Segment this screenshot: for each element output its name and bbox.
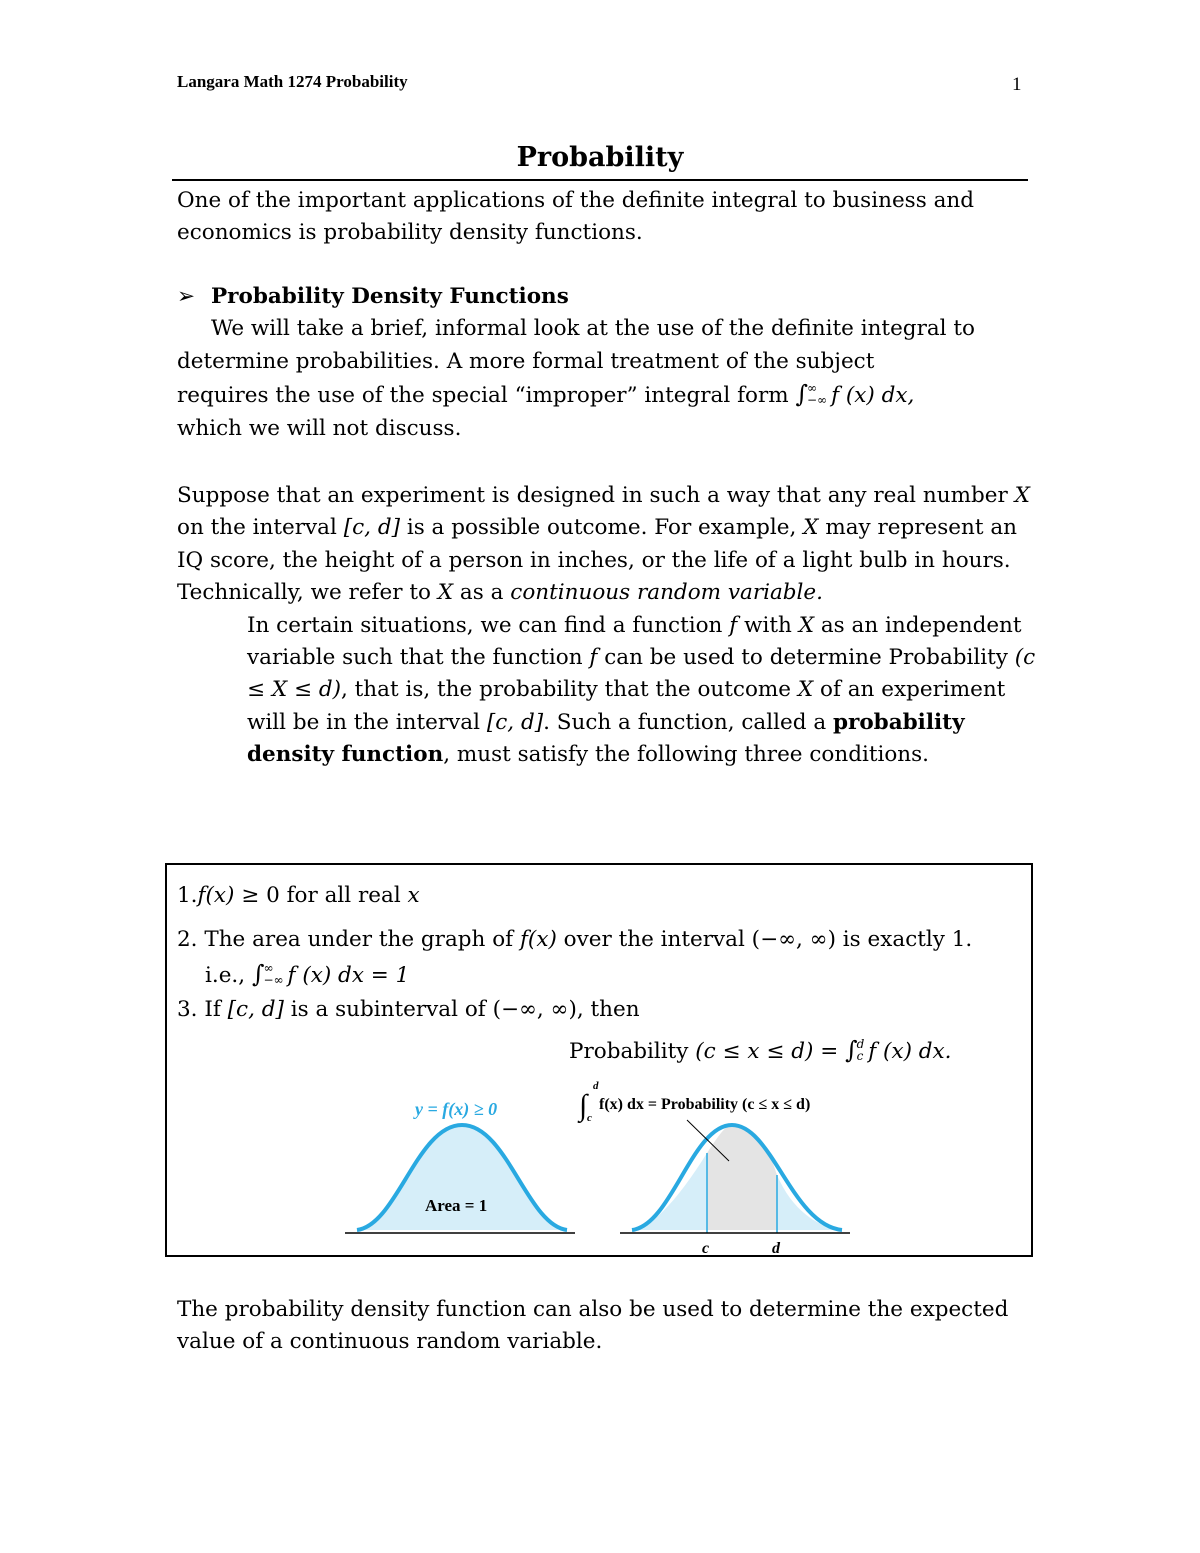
integral-sign-icon: ∫	[795, 380, 808, 409]
def-s3: as an independent variable such that the function	[247, 612, 1022, 671]
var-x: X	[797, 677, 814, 703]
intro-paragraph	[177, 185, 1037, 250]
section-line-3-text: requires the use of the special “improper” integral form	[177, 383, 789, 409]
condition-3-number: 3.	[177, 997, 198, 1022]
pdf-definition-text	[177, 610, 1037, 772]
condition-3-formula	[569, 1035, 952, 1067]
condition-1-text: ≥ 0 for all real	[241, 883, 401, 908]
right-integral-upper: d	[593, 1080, 599, 1092]
upper-limit: ∞	[263, 961, 274, 975]
def-s1: In certain situations, we can find a function	[247, 612, 723, 638]
section-line-3	[177, 378, 1037, 412]
integral-limits	[263, 962, 283, 986]
integral-limits	[857, 1038, 865, 1062]
section-heading-line	[177, 281, 1037, 313]
def-s8: , must satisfy the following three conditions.	[443, 742, 930, 768]
condition-2-text-b: over the interval (−∞, ∞) is exactly 1.	[563, 927, 973, 952]
right-integral-sign-icon: ∫	[579, 1089, 588, 1122]
condition-2-text-a: The area under the graph of	[204, 927, 514, 952]
left-function-label: y = f(x) ≥ 0	[415, 1099, 498, 1119]
intro-text: One of the important applications of the definite integral to business and economics is probability density functions.	[177, 188, 974, 246]
experiment-paragraph	[177, 480, 1037, 772]
condition-3-rhs: f (x) dx.	[868, 1039, 952, 1064]
var-x: X	[437, 580, 454, 606]
exp-s1: Suppose that an experiment is designed in such a way that any real number	[177, 483, 1008, 508]
exp-s2: on the interval	[177, 515, 337, 541]
pdf-term: probability density function	[247, 709, 965, 768]
left-area-label: Area = 1	[425, 1196, 488, 1215]
exp-s5: as a	[459, 580, 504, 606]
condition-1-number: 1.	[177, 883, 198, 908]
section-line-2: determine probabilities. A more formal treatment of the subject	[177, 348, 875, 374]
integral-sign-icon: ∫	[251, 960, 265, 988]
pdf-figure	[167, 1065, 1031, 1255]
condition-3-text-a: If	[204, 997, 221, 1022]
section-line-1: We will take a brief, informal look at the use of the definite integral to	[211, 316, 975, 342]
tick-c-label: c	[702, 1240, 710, 1255]
integral-sign-icon: ∫	[845, 1036, 858, 1064]
condition-3-prob-arg: (c ≤ x ≤ d) =	[695, 1039, 839, 1064]
exp-s3: is a possible outcome. For example,	[406, 515, 797, 541]
right-middle-shade	[707, 1125, 777, 1230]
condition-2-rhs: f (x) dx = 1	[287, 963, 410, 988]
var-x: X	[1014, 483, 1030, 508]
section-line-4: which we will not discuss.	[177, 415, 462, 441]
var-f: f	[729, 612, 738, 638]
tick-d-label: d	[772, 1240, 780, 1255]
def-s7: . Such a function, called a	[543, 709, 827, 735]
probability-argument: (c ≤ X ≤ d)	[247, 645, 1036, 703]
conditions-box	[165, 863, 1033, 1257]
page-number: 1	[1012, 74, 1022, 95]
continuous-random-variable-term: continuous random variable	[510, 580, 817, 606]
condition-2-number: 2.	[177, 927, 198, 952]
def-s2: with	[744, 612, 792, 638]
exp-period: .	[816, 580, 823, 606]
title-underline	[172, 179, 1028, 181]
condition-1-var: x	[407, 883, 420, 908]
upper-limit: d	[856, 1037, 865, 1051]
lower-limit: −∞	[263, 973, 284, 987]
condition-3-text-b: is a subinterval of (−∞, ∞), then	[290, 997, 640, 1022]
page-title: Probability	[516, 142, 684, 173]
running-header: Langara Math 1274 Probability	[177, 72, 408, 91]
condition-1	[177, 881, 420, 911]
exp-s4: may represent an IQ score, the height of a person in inches, or the life of a light bulb in hours. Technically, we refer to	[177, 515, 1018, 606]
ie-label: i.e.,	[205, 963, 246, 988]
right-tail-left-fill	[632, 1153, 707, 1230]
section-heading: Probability Density Functions	[211, 284, 569, 309]
condition-2	[177, 925, 972, 955]
upper-limit: ∞	[807, 381, 817, 396]
def-s5: , that is, the probability that the outcome	[341, 677, 791, 703]
pdf-section	[177, 281, 1037, 445]
condition-3-interval: [c, d]	[227, 997, 284, 1022]
condition-3-prob-label: Probability	[569, 1039, 689, 1064]
interval-cd: [c, d]	[486, 709, 544, 735]
var-x: X	[798, 612, 814, 638]
lower-limit: c	[856, 1049, 864, 1063]
condition-3	[177, 995, 640, 1025]
condition-2-expr: f(x)	[519, 927, 557, 952]
condition-1-expr: f(x)	[197, 883, 235, 908]
integral-limits	[807, 382, 827, 406]
right-integral-lower: c	[587, 1112, 592, 1124]
var-f: f	[589, 645, 598, 671]
closing-paragraph	[177, 1294, 1037, 1359]
def-s4: can be used to determine Probability	[604, 645, 1008, 671]
var-x: X	[803, 515, 819, 541]
lower-limit: −∞	[807, 393, 828, 408]
def-s6: of an experiment will be in the interval	[247, 677, 1006, 735]
condition-2-integral	[205, 959, 409, 991]
interval-cd: [c, d]	[343, 515, 400, 541]
closing-text: The probability density function can also be used to determine the expected value of a continuous random variable.	[177, 1297, 1009, 1355]
arrow-bullet-icon: ➢	[177, 284, 196, 309]
experiment-text	[177, 480, 1037, 610]
right-probability-label: f(x) dx = Probability (c ≤ x ≤ d)	[599, 1096, 811, 1113]
improper-integrand: f (x) dx,	[831, 383, 915, 409]
